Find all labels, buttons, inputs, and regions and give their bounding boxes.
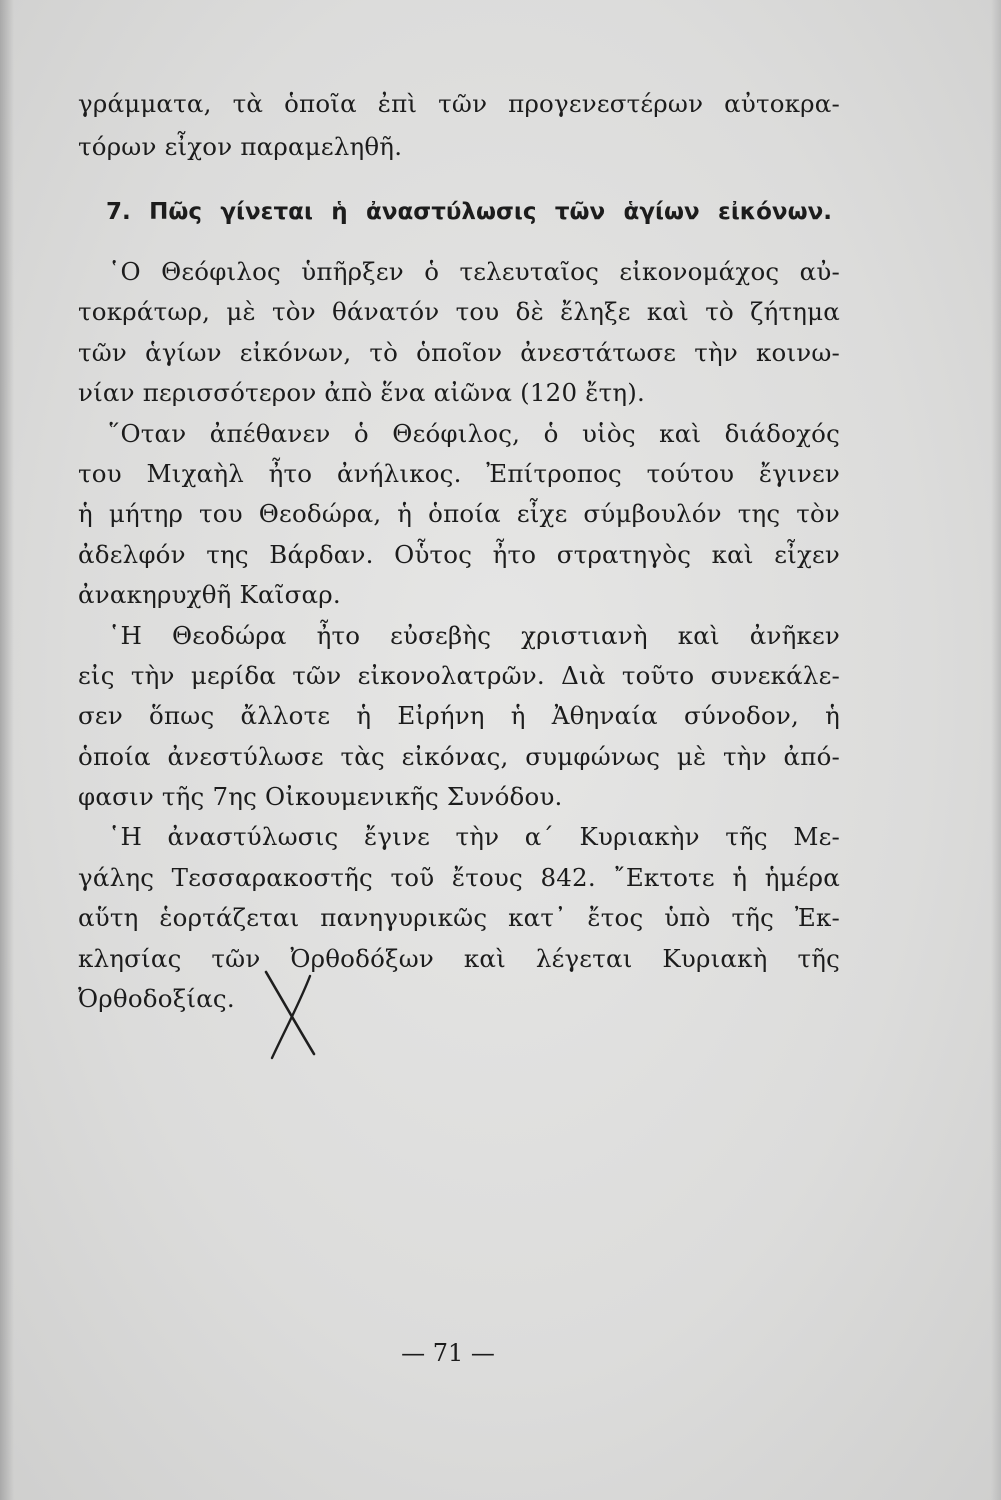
text-line: τῶν ἁγίων εἰκόνων, τὸ ὁποῖον ἀνεστάτωσε τὴν κοινω-	[78, 337, 840, 367]
page-edge-shadow-right	[991, 0, 1001, 1500]
text-line: ἡ μήτηρ του Θεοδώρα, ἡ ὁποία εἶχε σύμβουλόν της τὸν	[78, 499, 840, 529]
text-line: γάλης Τεσσαρακοστῆς τοῦ ἔτους 842. ῎Εκτοτε ἡ ἡμέρα	[78, 862, 840, 892]
text-line: τοκράτωρ, μὲ τὸν θάνατόν του δὲ ἔληξε καὶ τὸ ζήτημα	[78, 297, 840, 327]
continuation-paragraph	[78, 82, 840, 168]
text-line: ῞Οταν ἀπέθανεν ὁ Θεόφιλος, ὁ υἱὸς καὶ διάδοχός	[108, 418, 840, 448]
text-line: ὁποία ἀνεστύλωσε τὰς εἰκόνας, συμφώνως μὲ τὴν ἀπό-	[78, 741, 840, 771]
paragraph-3	[78, 616, 840, 818]
text-line: γράμματα, τὰ ὁποῖα ἐπὶ τῶν προγενεστέρων αὐτοκρα-	[78, 89, 840, 118]
handwritten-x-mark	[252, 962, 332, 1062]
section-heading: 7. Πῶς γίνεται ἡ ἀναστύλωσις τῶν ἁγίων εἰκόνων.	[106, 199, 832, 225]
text-line: ἀδελφόν της Βάρδαν. Οὗτος ἦτο στρατηγὸς καὶ εἶχεν	[78, 539, 840, 569]
text-line: του Μιχαὴλ ἦτο ἀνήλικος. Ἐπίτροπος τούτου ἔγινεν	[78, 458, 840, 488]
text-line: φασιν τῆς 7ης Οἰκουμενικῆς Συνόδου.	[78, 782, 563, 812]
paragraph-4	[78, 817, 840, 1019]
text-line: εἰς τὴν μερίδα τῶν εἰκονολατρῶν. Διὰ τοῦτο συνεκάλε-	[78, 660, 840, 690]
text-line: ῾Η ἀναστύλωσις ἔγινε τὴν α΄ Κυριακὴν τῆς Με-	[108, 822, 840, 852]
text-line: σεν ὅπως ἄλλοτε ἡ Εἰρήνη ἡ Ἀθηναία σύνοδον, ἡ	[78, 701, 840, 731]
text-line: νίαν περισσότερον ἀπὸ ἕνα αἰῶνα (120 ἔτη).	[78, 378, 645, 408]
page-number: — 71 —	[401, 1339, 495, 1367]
paragraph-2	[78, 414, 840, 616]
text-line: κλησίας τῶν Ὀρθοδόξων καὶ λέγεται Κυριακὴ τῆς	[78, 943, 840, 973]
text-line: αὕτη ἑορτάζεται πανηγυρικῶς κατ᾽ ἔτος ὑπὸ τῆς Ἐκ-	[78, 903, 840, 933]
text-line: ἀνακηρυχθῆ Καῖσαρ.	[78, 580, 341, 610]
page-edge-shadow-left	[0, 0, 14, 1500]
text-line: ῾Ο Θεόφιλος ὑπῆρξεν ὁ τελευταῖος εἰκονομάχος αὐ-	[108, 257, 840, 286]
body-text	[78, 252, 840, 1019]
paragraph-1	[78, 252, 840, 414]
x-mark-stroke	[272, 976, 310, 1058]
text-line: Ὀρθοδοξίας.	[78, 984, 235, 1014]
text-line: τόρων εἶχον παραμεληθῆ.	[78, 132, 403, 161]
text-line: ῾Η Θεοδώρα ἦτο εὐσεβὴς χριστιανὴ καὶ ἀνῆκεν	[108, 620, 840, 650]
